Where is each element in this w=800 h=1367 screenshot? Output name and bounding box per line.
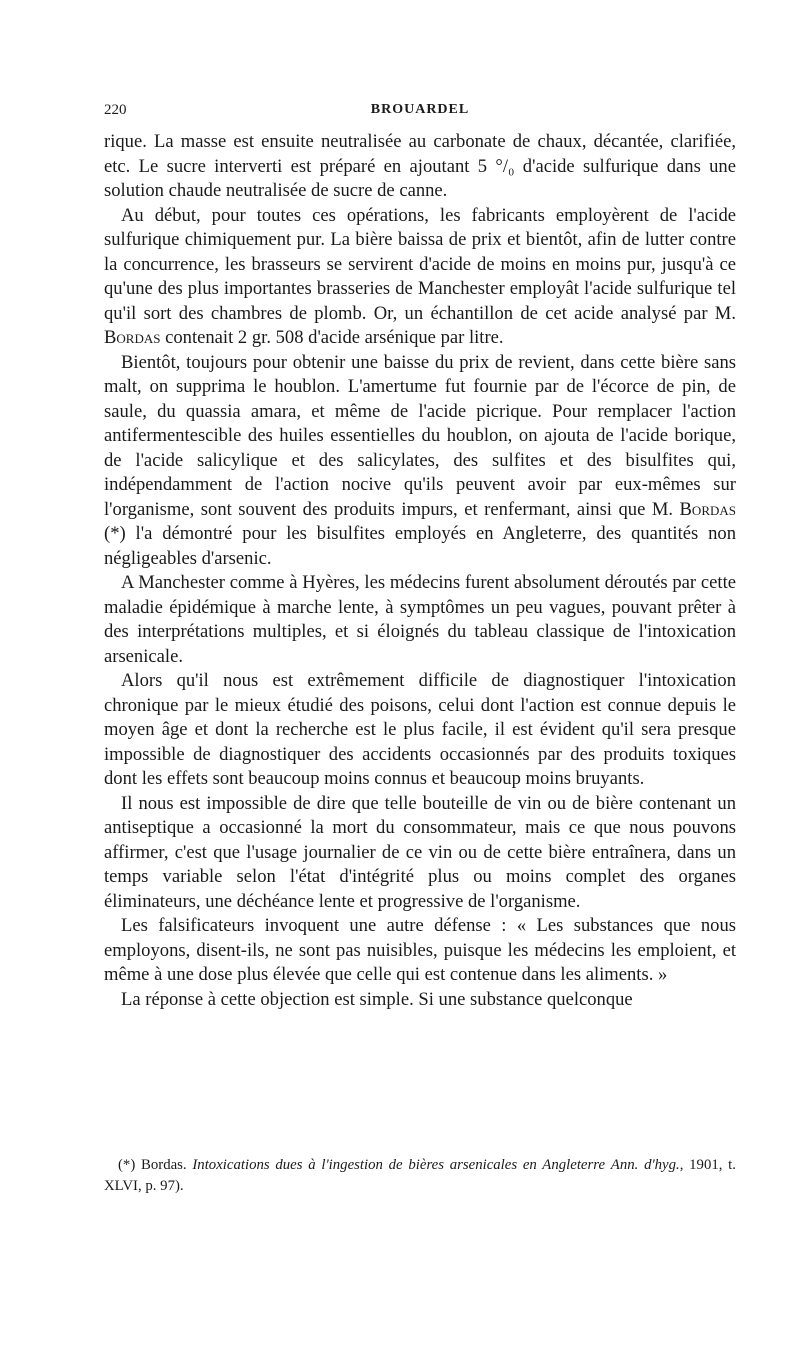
text-run: Alors qu'il nous est extrêmement difficile de diagnostiquer l'intoxication chronique par le mieux étudié des poisons, celui dont l'action est connue depuis le moyen âge et dont la recherche est le plus facile, il est évident qu'il sera presque impossible de diagnostiquer des accidents occasionnés par des produits toxiques dont les effets sont beaucoup moins connus et beaucoup moins bruyants. bbox=[104, 670, 736, 789]
paragraph bbox=[104, 571, 736, 669]
paragraph bbox=[104, 988, 736, 1013]
text-run: La réponse à cette objection est simple. Si une substance quelconque bbox=[121, 988, 633, 1010]
text-run: (*) l'a démontré pour les bisulfites employés en Angleterre, des quantités non négligeables d'arsenic. bbox=[104, 523, 736, 569]
paragraph bbox=[104, 204, 736, 351]
footnote-journal: Ann. d'hyg. bbox=[610, 1157, 680, 1173]
page-number: 220 bbox=[104, 102, 127, 118]
text-run: contenait 2 gr. 508 d'acide arsénique par litre. bbox=[160, 327, 504, 348]
text-run: Il nous est impossible de dire que telle bouteille de vin ou de bière contenant un antiseptique a occasionné la mort du consommateur, mais ce que nous pouvons affirmer, c'est que l'usage journalier de ce vin ou de cette bière entraînera, dans un temps variable selon l'état d'intégrité plus ou moins complet des organes éliminateurs, une déchéance lente et progressive de l'organisme. bbox=[104, 792, 736, 912]
paragraph bbox=[104, 914, 736, 988]
running-title: BROUARDEL bbox=[370, 102, 470, 117]
page-header bbox=[104, 98, 736, 124]
paragraph bbox=[104, 351, 736, 572]
footnote-citation: , 1901, t. XLVI, p. 97). bbox=[104, 1157, 736, 1194]
footnote bbox=[104, 1155, 736, 1197]
footnote-marker: (*) Bordas. bbox=[118, 1157, 193, 1173]
footnote-text bbox=[104, 1155, 736, 1197]
text-run: Au début, pour toutes ces opérations, les fabricants employèrent de l'acide sulfurique chimiquement pur. La bière baissa de prix et bientôt, afin de lutter contre la concurrence, les brasseurs se servirent d'acide de moins en moins pur, jusqu'à ce qu'une des plus importantes brasseries de Manchester employât l'acide sulfurique tel qu'il sort des chambres de plomb. Or, un échantillon de cet acide analysé par M. bbox=[104, 204, 736, 324]
text-run: Les falsificateurs invoquent une autre défense : « Les substances que nous employons, disent-ils, ne sont pas nuisibles, puisque les médecins les emploient, et même à une dose plus élevée que celle qui est contenue dans les aliments. » bbox=[104, 915, 736, 985]
page bbox=[104, 98, 736, 1012]
text-run: A Manchester comme à Hyères, les médecins furent absolument déroutés par cette maladie épidémique à marche lente, à symptômes un peu vagues, pouvant prêter à des interprétations multiples, et si éloignés du tableau classique de l'intoxication arsenicale. bbox=[104, 572, 736, 667]
paragraph bbox=[104, 130, 736, 204]
footnote-title: Intoxications dues à l'ingestion de bières arsenicales en Angleterre bbox=[192, 1157, 606, 1173]
body-text bbox=[104, 130, 736, 1012]
paragraph bbox=[104, 792, 736, 915]
paragraph bbox=[104, 669, 736, 792]
text-run: rique. La masse est ensuite neutralisée au carbonate de chaux, décantée, clarifiée, etc. Le sucre interverti est préparé en ajoutant 5 °/₀ d'acide sulfurique dans une solution chaude neutralisée de sucre de canne. bbox=[104, 131, 736, 201]
author-name: Bordas bbox=[679, 498, 736, 520]
text-run: Bientôt, toujours pour obtenir une baisse du prix de revient, dans cette bière sans malt, on supprima le houblon. L'amertume fut fournie par de l'écorce de pin, de saule, du quassia amara, et même de l'acide picrique. Pour remplacer l'action antifermentescible des huiles essentielles du houblon, on ajouta de l'acide borique, de l'acide salicylique et des salicylates, des sulfites et des bisulfites qui, indépendamment de l'action nocive qu'ils peuvent avoir par eux-mêmes sur l'organisme, sont souvent des produits impurs, et renfermant, ainsi que M. bbox=[104, 351, 736, 520]
author-name: Bordas bbox=[104, 327, 161, 348]
